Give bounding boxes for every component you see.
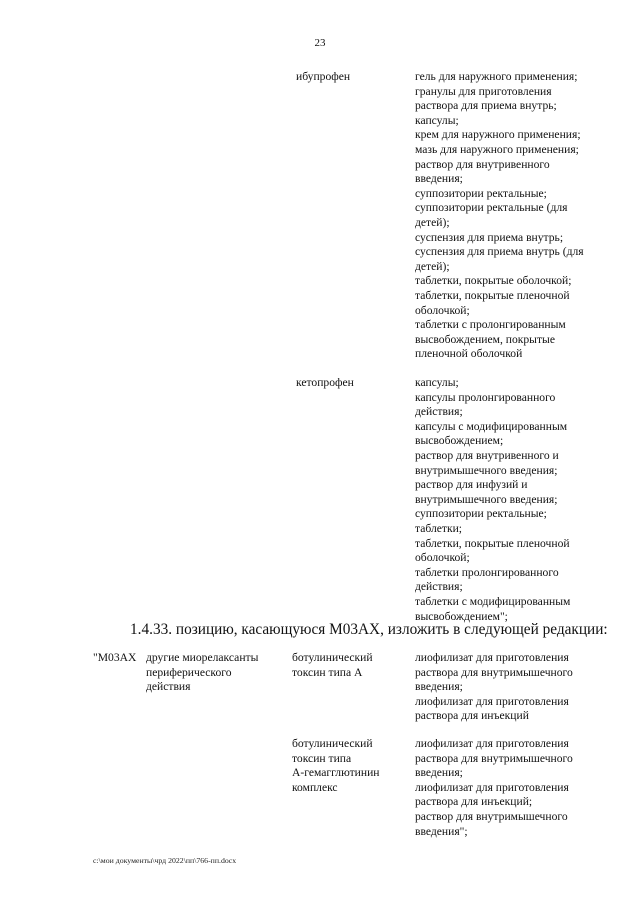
dosage-form-line: капсулы;: [415, 376, 459, 389]
dosage-form-line: лиофилизат для приготовления: [415, 737, 569, 750]
dosage-form-line: суппозитории ректальные (для: [415, 201, 568, 215]
file-path-footer: c:\мои документы\чрд 2022\пп\766-пп.docx: [93, 856, 237, 865]
dosage-form-line: раствора для внутримышечного: [415, 665, 573, 679]
dosage-form-line: оболочкой;: [415, 551, 470, 565]
dosage-form-line: пленочной оболочкой: [415, 347, 523, 361]
group-name-line: действия: [146, 680, 191, 694]
dosage-form-line: лиофилизат для приготовления: [415, 780, 569, 794]
dosage-form-line: введения;: [415, 680, 463, 694]
drug-name-ketoprofen: кетопрофен: [296, 376, 354, 389]
dosage-form-line: раствора для инъекций;: [415, 795, 533, 809]
drug-name-botulinum-a-hemagglutinin: [292, 737, 380, 795]
dosage-form-line: раствора для внутримышечного: [415, 751, 573, 765]
dosage-form-line: раствор для внутримышечного: [415, 809, 568, 823]
dosage-form-line: детей);: [415, 259, 450, 273]
dosage-form-line: таблетки;: [415, 521, 463, 535]
dosage-form-line: действия;: [415, 580, 463, 594]
dosage-form-line: капсулы;: [415, 113, 459, 127]
dosage-form-line: лиофилизат для приготовления: [415, 651, 569, 664]
dosage-form-line: раствор для внутривенного: [415, 157, 550, 171]
dosage-form-line: детей);: [415, 215, 450, 229]
dosage-form-line: действия;: [415, 405, 463, 419]
dosage-forms-ibuprofen: [415, 70, 584, 362]
dosage-form-line: оболочкой;: [415, 303, 470, 317]
dosage-form-line: гель для наружного применения;: [415, 70, 578, 83]
dosage-form-line: раствор для инфузий и: [415, 478, 528, 492]
dosage-form-line: таблетки, покрытые пленочной: [415, 288, 570, 302]
dosage-form-line: таблетки с пролонгированным: [415, 318, 566, 332]
dosage-form-line: таблетки, покрытые оболочкой;: [415, 274, 572, 288]
drug-name-line: комплекс: [292, 780, 338, 794]
dosage-form-line: крем для наружного применения;: [415, 128, 581, 142]
dosage-forms-botulinum-a: [415, 651, 573, 724]
dosage-forms-ketoprofen: [415, 376, 570, 624]
dosage-form-line: суппозитории ректальные;: [415, 186, 547, 200]
dosage-form-line: раствора для инъекций: [415, 709, 529, 723]
dosage-form-line: введения;: [415, 172, 463, 186]
dosage-form-line: таблетки с модифицированным: [415, 594, 571, 608]
dosage-form-line: внутримышечного введения;: [415, 492, 558, 506]
drug-name-line: токсин типа А: [292, 665, 363, 679]
dosage-form-line: введения;: [415, 766, 463, 780]
dosage-form-line: раствора для приема внутрь;: [415, 99, 557, 113]
drug-name-botulinum-a: [292, 651, 373, 680]
atc-group-name: [146, 651, 258, 695]
dosage-form-line: введения";: [415, 824, 468, 838]
atc-code: "М03АХ: [93, 651, 137, 664]
dosage-form-line: мазь для наружного применения;: [415, 142, 579, 156]
dosage-form-line: капсулы с модифицированным: [415, 419, 568, 433]
drug-name-line: токсин типа: [292, 751, 352, 765]
page-number: 23: [314, 37, 326, 49]
drug-name-ibuprofen: ибупрофен: [296, 70, 351, 83]
drug-name-line: А-гемагглютинин: [292, 766, 380, 780]
dosage-form-line: капсулы пролонгированного: [415, 390, 556, 404]
dosage-form-line: раствор для внутривенного и: [415, 448, 559, 462]
group-name-line: другие миорелаксанты: [146, 651, 259, 664]
dosage-forms-botulinum-a-hemagglutinin: [415, 737, 573, 839]
drug-name-line: ботулинический: [292, 651, 373, 664]
dosage-form-line: высвобождением;: [415, 434, 504, 448]
dosage-form-line: высвобождением";: [415, 609, 508, 623]
drug-name-line: ботулинический: [292, 737, 373, 750]
dosage-form-line: таблетки, покрытые пленочной: [415, 536, 570, 550]
dosage-form-line: лиофилизат для приготовления: [415, 694, 569, 708]
dosage-form-line: гранулы для приготовления: [415, 84, 552, 98]
amendment-heading: 1.4.33. позицию, касающуюся М03АХ, изложить в следующей редакции:: [130, 621, 608, 638]
dosage-form-line: высвобождением, покрытые: [415, 332, 555, 346]
dosage-form-line: суспензия для приема внутрь;: [415, 230, 564, 244]
dosage-form-line: внутримышечного введения;: [415, 463, 558, 477]
dosage-form-line: суспензия для приема внутрь (для: [415, 245, 584, 259]
dosage-form-line: суппозитории ректальные;: [415, 507, 547, 521]
dosage-form-line: таблетки пролонгированного: [415, 565, 559, 579]
group-name-line: периферического: [146, 665, 232, 679]
